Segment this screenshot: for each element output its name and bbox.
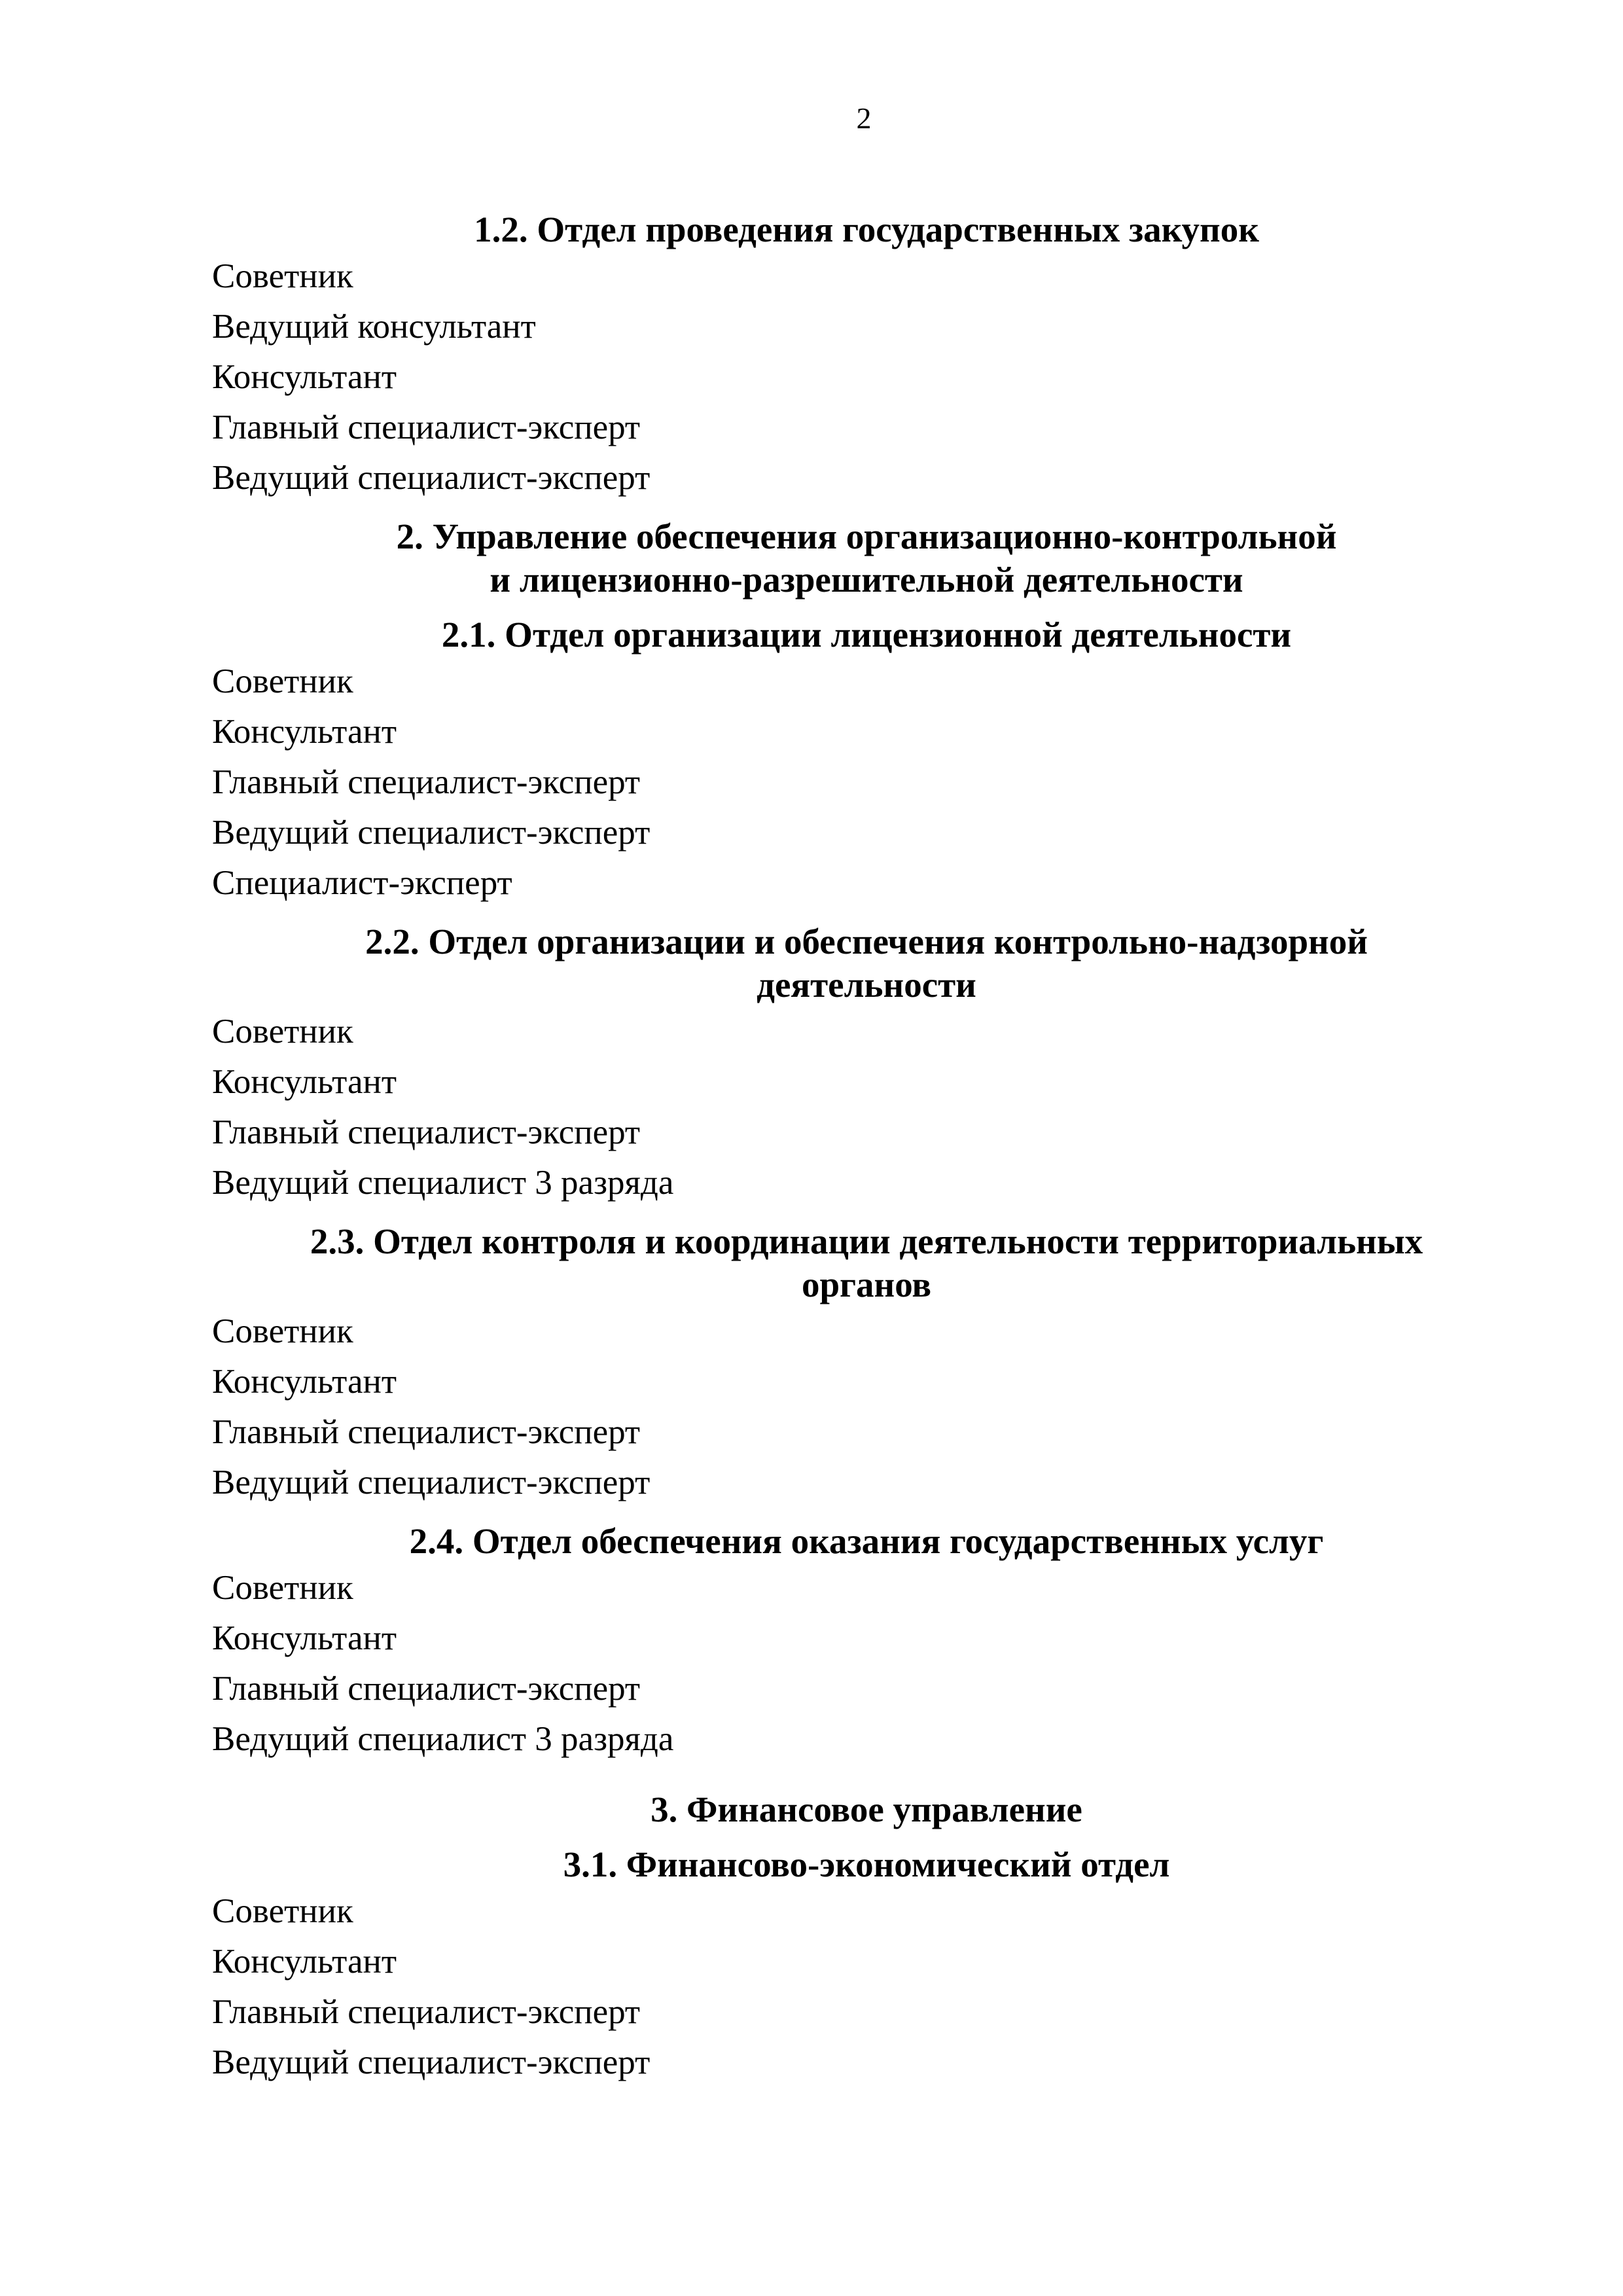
position-list-2-2 [212, 1007, 1521, 1208]
list-item: Специалист-эксперт [212, 864, 512, 902]
document-body [212, 208, 1521, 2088]
position-list-2-3 [212, 1306, 1521, 1508]
section-heading-2-2-line-1: 2.2. Отдел организации и обеспечения контрольно-надзорной [365, 922, 1368, 961]
list-item: Советник [212, 257, 353, 295]
list-item: Советник [212, 1013, 353, 1050]
position-list-2-4 [212, 1563, 1521, 1765]
list-item: Консультант [212, 1619, 397, 1657]
page-number: 2 [856, 101, 872, 135]
section-heading-2-2-line-2: деятельности [757, 965, 976, 1005]
list-item: Советник [212, 1312, 353, 1350]
section-heading-2-3 [212, 1220, 1521, 1306]
list-item: Главный специалист-эксперт [212, 1113, 641, 1151]
section-heading-3-1: 3.1. Финансово-экономический отдел [563, 1844, 1170, 1884]
list-item: Советник [212, 1892, 353, 1930]
section-heading-2-line-2: и лицензионно-разрешительной деятельности [490, 560, 1243, 600]
list-item: Советник [212, 662, 353, 700]
list-item: Ведущий специалист-эксперт [212, 2043, 651, 2081]
section-heading-2-3-line-1: 2.3. Отдел контроля и координации деятельности территориальных [310, 1221, 1423, 1261]
list-item: Ведущий специалист-эксперт [212, 814, 651, 852]
list-item: Ведущий консультант [212, 308, 536, 346]
section-heading-2-1: 2.1. Отдел организации лицензионной деятельности [441, 615, 1292, 655]
list-item: Главный специалист-эксперт [212, 763, 641, 801]
list-item: Консультант [212, 1063, 397, 1101]
list-item: Консультант [212, 1363, 397, 1401]
section-heading-2-4: 2.4. Отдел обеспечения оказания государственных услуг [409, 1521, 1324, 1561]
position-list-1-2 [212, 251, 1521, 503]
list-item: Ведущий специалист-эксперт [212, 459, 651, 497]
list-item: Главный специалист-эксперт [212, 1993, 641, 2031]
list-item: Главный специалист-эксперт [212, 1670, 641, 1708]
position-list-3-1 [212, 1886, 1521, 2088]
list-item: Консультант [212, 713, 397, 751]
section-heading-1-2: 1.2. Отдел проведения государственных закупок [474, 209, 1259, 249]
position-list-2-1 [212, 656, 1521, 908]
list-item: Главный специалист-эксперт [212, 1413, 641, 1451]
list-item: Ведущий специалист-эксперт [212, 1463, 651, 1501]
list-item: Консультант [212, 1943, 397, 1981]
list-item: Консультант [212, 358, 397, 396]
list-item: Главный специалист-эксперт [212, 408, 641, 446]
list-item: Советник [212, 1569, 353, 1607]
section-heading-2 [212, 515, 1521, 601]
section-heading-2-line-1: 2. Управление обеспечения организационно-контрольной [396, 516, 1337, 556]
section-heading-2-2 [212, 920, 1521, 1007]
list-item: Ведущий специалист 3 разряда [212, 1164, 674, 1202]
list-item: Ведущий специалист 3 разряда [212, 1720, 674, 1758]
section-heading-2-3-line-2: органов [801, 1265, 932, 1304]
section-heading-3: 3. Финансовое управление [651, 1789, 1082, 1829]
